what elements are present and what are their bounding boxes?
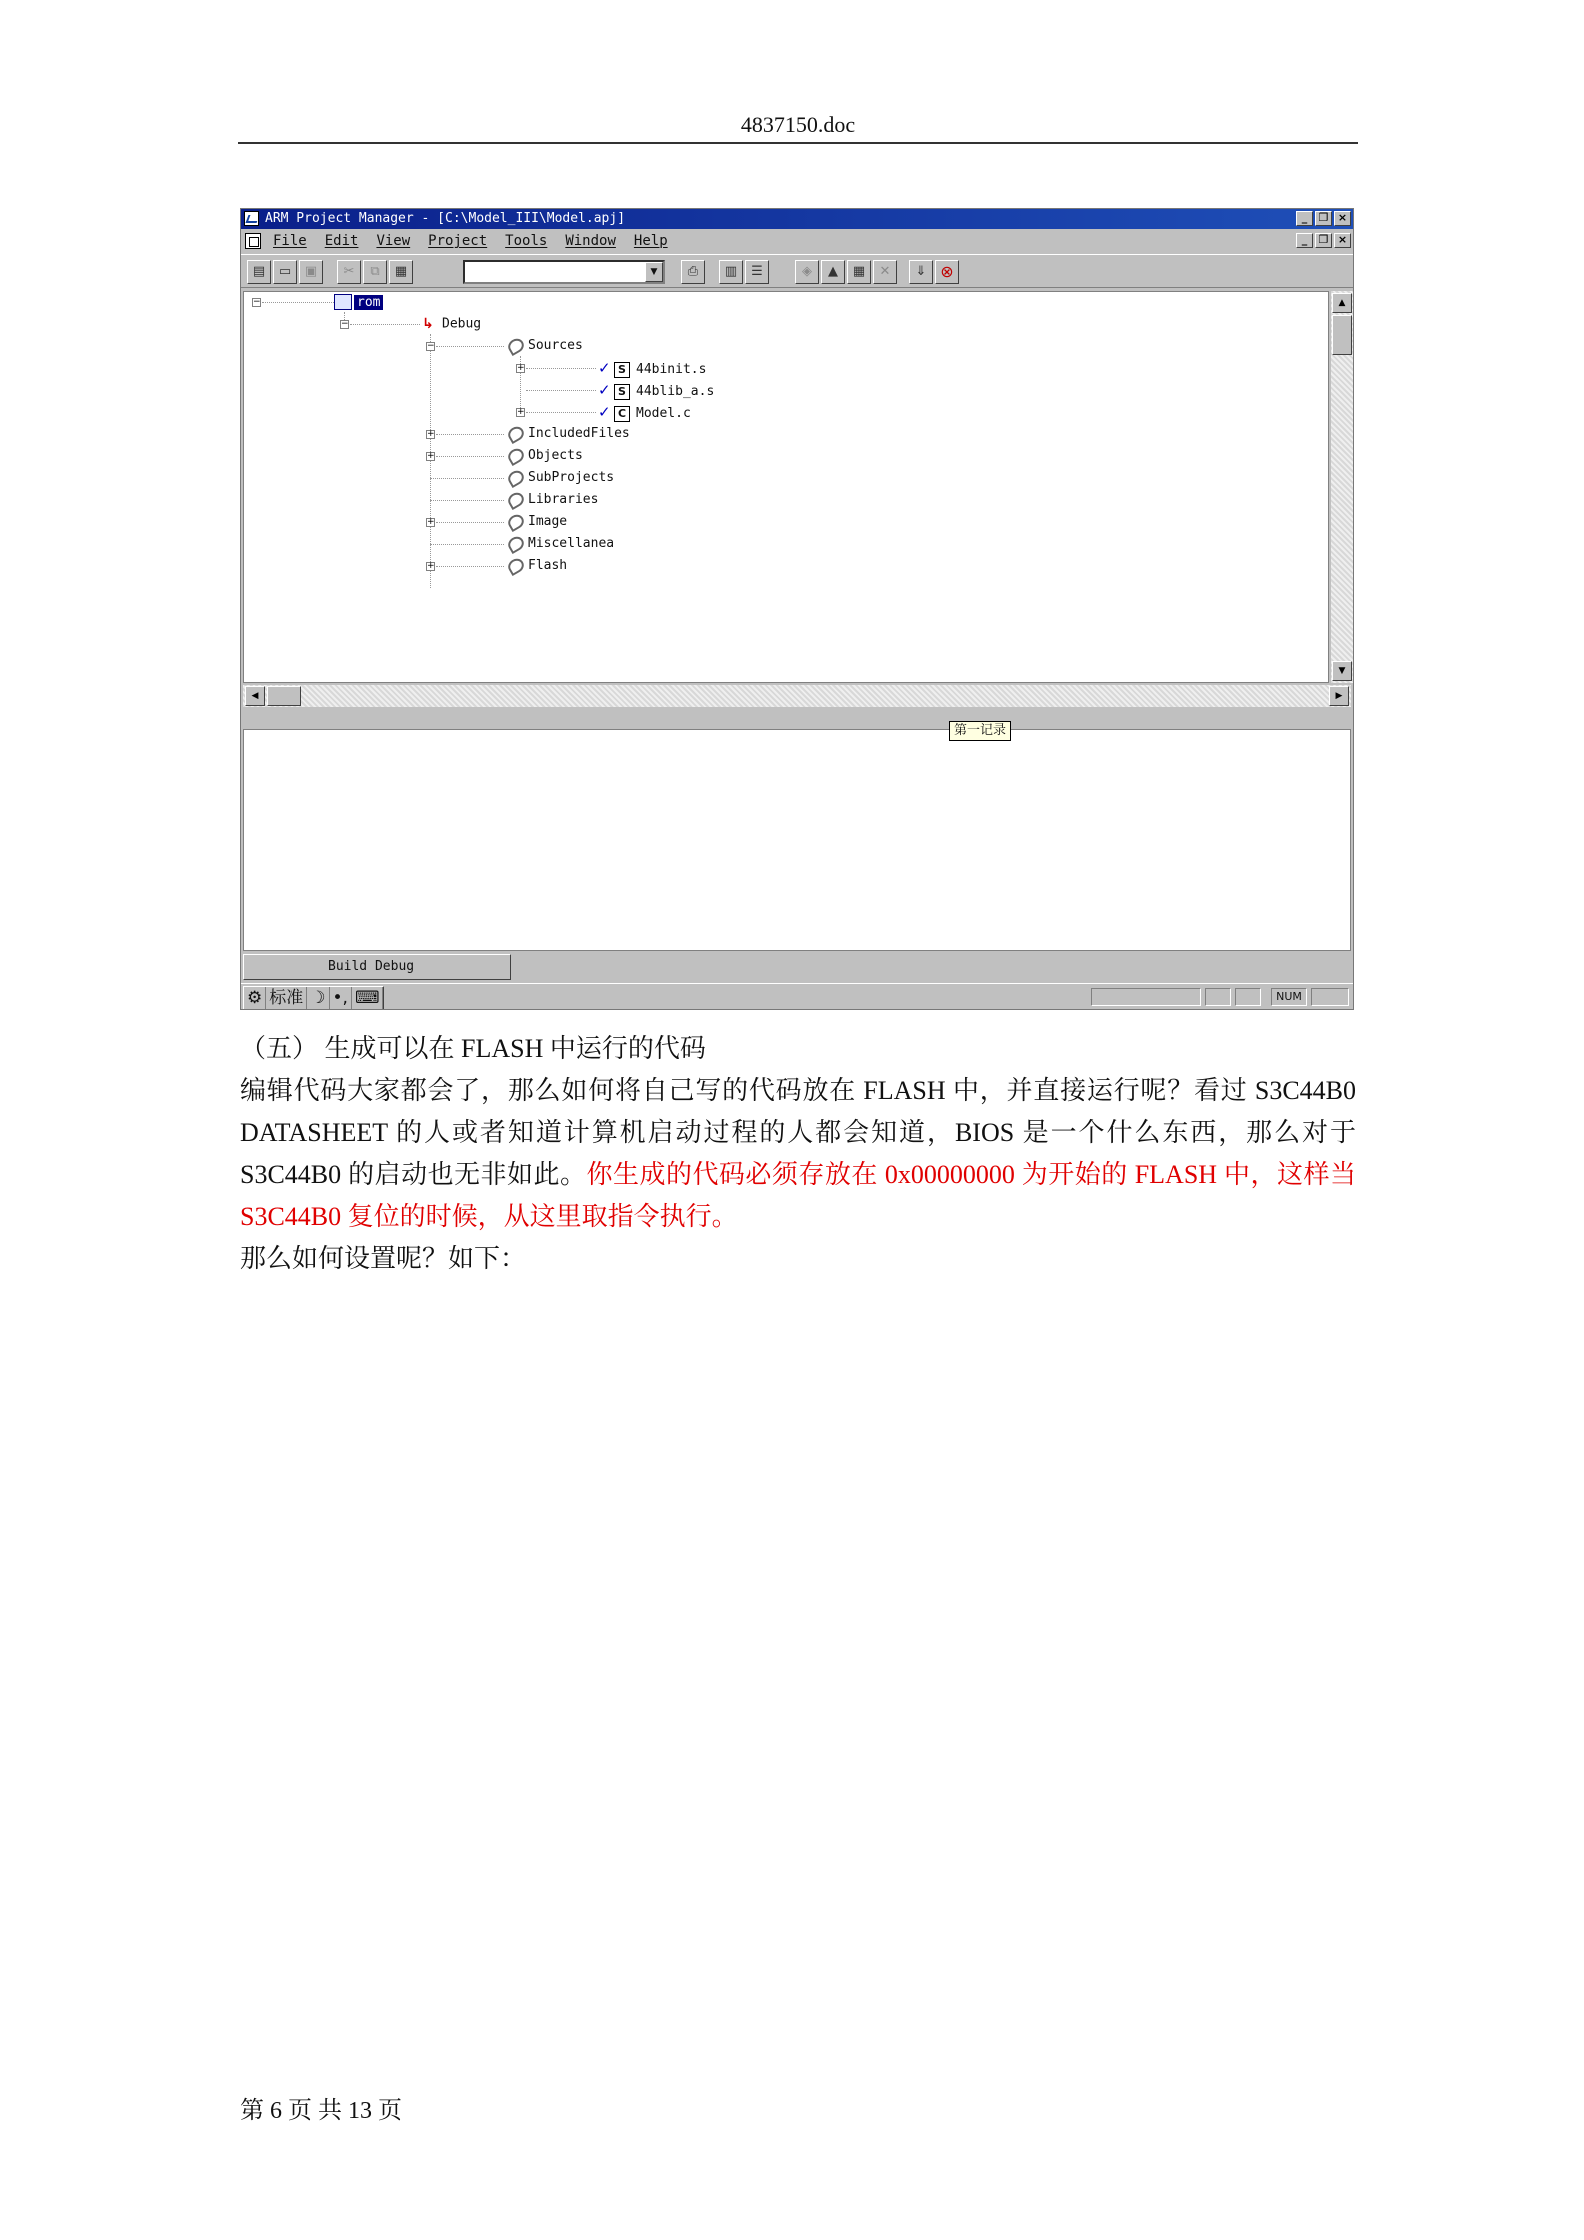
output-tab-build-debug[interactable]: Build Debug xyxy=(243,954,511,980)
paperclip-folder-icon xyxy=(506,533,527,553)
tree-folder[interactable]: Miscellanea xyxy=(508,536,614,552)
save-icon[interactable]: ▣ xyxy=(299,260,323,284)
asm-file-icon: S xyxy=(614,384,630,400)
scroll-down-icon[interactable]: ▼ xyxy=(1332,661,1352,681)
asm-file-icon: S xyxy=(614,362,630,378)
tree-folder[interactable]: Libraries xyxy=(508,492,598,508)
doc-close-button[interactable]: × xyxy=(1334,233,1351,248)
paragraph: 编辑代码大家都会了，那么如何将自己写的代码放在 FLASH 中，并直接运行呢？看过 S3C44B0 DATASHEET 的人或者知道计算机启动过程的人都会知道，BIOS 是一个什么东西，那么对于 S3C44B0 的启动也无非如此。你生成的代码必须存放在 0x00000000 为开始的 FLASH 中，这样当 S3C44B0 复位的时候，从这里取指令执行。 xyxy=(240,1076,1356,1231)
tree-folder[interactable]: Image xyxy=(508,514,567,530)
punctuation-icon[interactable]: •, xyxy=(330,987,352,1009)
ime-mode[interactable]: 标准 xyxy=(266,987,307,1009)
check-icon: ✓ xyxy=(598,403,611,421)
copy-icon[interactable]: ⧉ xyxy=(363,260,387,284)
project-tree xyxy=(243,291,1329,683)
expand-icon[interactable]: + xyxy=(427,561,435,571)
target-select[interactable] xyxy=(463,260,665,284)
minimize-button[interactable]: _ xyxy=(1296,211,1313,226)
h-scroll-thumb[interactable] xyxy=(267,686,301,706)
status-panel xyxy=(1091,988,1201,1006)
tree-root-label: rom xyxy=(354,295,383,310)
paragraph: 那么如何设置呢？如下： xyxy=(240,1244,527,1273)
moon-icon[interactable]: ☽ xyxy=(307,987,329,1009)
scroll-right-icon[interactable]: ▶ xyxy=(1329,686,1349,706)
rebuild-icon[interactable]: ▦ xyxy=(847,260,871,284)
paperclip-folder-icon xyxy=(506,335,527,355)
num-lock-indicator: NUM xyxy=(1271,988,1307,1006)
title-bar xyxy=(241,209,1353,229)
cut-icon[interactable]: ✂ xyxy=(337,260,361,284)
paperclip-folder-icon xyxy=(506,445,527,465)
tree-view-icon[interactable]: ☰ xyxy=(745,260,769,284)
keyboard-icon[interactable]: ⌨ xyxy=(352,987,384,1009)
menu-edit[interactable]: Edit xyxy=(324,233,359,249)
restore-button[interactable]: ❐ xyxy=(1315,211,1332,226)
clean-icon[interactable]: ✕ xyxy=(873,260,897,284)
tree-file[interactable]: ✓ C Model.c xyxy=(598,403,691,421)
ime-tooltip: 第一记录 xyxy=(949,721,1011,741)
tree-folder-sources[interactable]: Sources xyxy=(508,338,583,354)
arm-project-manager-window xyxy=(240,208,1354,1010)
menu-tools[interactable]: Tools xyxy=(505,233,548,249)
doc-restore-button[interactable]: ❐ xyxy=(1315,233,1332,248)
tree-folder[interactable]: Flash xyxy=(508,558,567,574)
tree-file[interactable]: ✓ S 44binit.s xyxy=(598,359,707,377)
tree-file[interactable]: ✓ S 44blib_a.s xyxy=(598,381,715,399)
print-icon[interactable]: ⎙ xyxy=(681,260,705,284)
expand-icon[interactable]: + xyxy=(517,363,525,373)
ime-logo-icon[interactable]: ⚙ xyxy=(244,987,266,1009)
menu-bar xyxy=(241,230,1353,252)
horizontal-scrollbar[interactable] xyxy=(243,685,1351,707)
page-footer: 第 6 页 共 13 页 xyxy=(240,2098,402,2124)
scroll-left-icon[interactable]: ◀ xyxy=(245,686,265,706)
chevron-down-icon[interactable]: ▼ xyxy=(645,262,663,282)
tree-folder[interactable]: IncludedFiles xyxy=(508,426,630,442)
close-button[interactable]: × xyxy=(1334,211,1351,226)
status-panel xyxy=(1205,988,1231,1006)
status-panel xyxy=(1235,988,1261,1006)
tree-root[interactable] xyxy=(334,294,383,310)
collapse-icon[interactable]: − xyxy=(341,319,349,329)
project-icon xyxy=(334,294,352,310)
menu-window[interactable]: Window xyxy=(565,233,616,249)
paperclip-folder-icon xyxy=(506,489,527,509)
compile-icon[interactable]: ◈ xyxy=(795,260,819,284)
menu-help[interactable]: Help xyxy=(633,233,668,249)
check-icon: ✓ xyxy=(598,359,611,377)
paperclip-folder-icon xyxy=(506,511,527,531)
tree-target-debug[interactable]: ↳ Debug xyxy=(422,316,482,332)
page-header: 4837150.doc xyxy=(238,112,1358,144)
status-bar xyxy=(241,983,1353,1010)
highlighted-text: 你生成的代码必须存放在 0x00000000 为开始的 FLASH 中，这样当 S3C44B0 复位的时候，从这里取指令执行。 xyxy=(240,1160,1356,1231)
tree-folder[interactable]: SubProjects xyxy=(508,470,614,486)
toolbar xyxy=(241,254,1353,288)
expand-icon[interactable]: + xyxy=(427,517,435,527)
collapse-icon[interactable]: − xyxy=(253,297,261,307)
body-text xyxy=(240,1028,1356,1280)
expand-icon[interactable]: + xyxy=(427,429,435,439)
open-folder-icon[interactable]: ▭ xyxy=(273,260,297,284)
paperclip-folder-icon xyxy=(506,423,527,443)
app-icon xyxy=(244,211,259,226)
check-icon: ✓ xyxy=(598,381,611,399)
tree-folder[interactable]: Objects xyxy=(508,448,583,464)
document-icon[interactable] xyxy=(245,233,261,249)
expand-icon[interactable]: + xyxy=(427,451,435,461)
menu-project[interactable]: Project xyxy=(428,233,488,249)
stop-build-icon[interactable]: ⊗ xyxy=(935,260,959,284)
status-panel xyxy=(1311,988,1349,1006)
paperclip-folder-icon xyxy=(506,555,527,575)
view-toggle-icon[interactable]: ▥ xyxy=(719,260,743,284)
build-icon[interactable]: ▲ xyxy=(821,260,845,284)
output-pane[interactable] xyxy=(243,729,1351,951)
menu-view[interactable]: View xyxy=(376,233,411,249)
menu-file[interactable]: File xyxy=(273,233,307,249)
vertical-scrollbar[interactable] xyxy=(1331,291,1353,683)
scroll-thumb[interactable] xyxy=(1332,315,1352,355)
ime-toolbar[interactable] xyxy=(243,986,384,1010)
scroll-up-icon[interactable]: ▲ xyxy=(1332,293,1352,313)
collapse-icon[interactable]: − xyxy=(427,341,435,351)
paste-icon[interactable]: ▦ xyxy=(389,260,413,284)
section-heading: （五） 生成可以在 FLASH 中运行的代码 xyxy=(240,1034,706,1063)
debug-icon[interactable]: ⇓ xyxy=(909,260,933,284)
window-title: ARM Project Manager - [C:\Model_III\Model.apj] xyxy=(265,211,626,226)
new-file-icon[interactable]: ▤ xyxy=(247,260,271,284)
paperclip-folder-icon xyxy=(506,467,527,487)
expand-icon[interactable]: + xyxy=(517,407,525,417)
doc-minimize-button[interactable]: _ xyxy=(1296,233,1313,248)
c-file-icon: C xyxy=(614,406,630,422)
debug-target-icon: ↳ xyxy=(422,316,434,332)
